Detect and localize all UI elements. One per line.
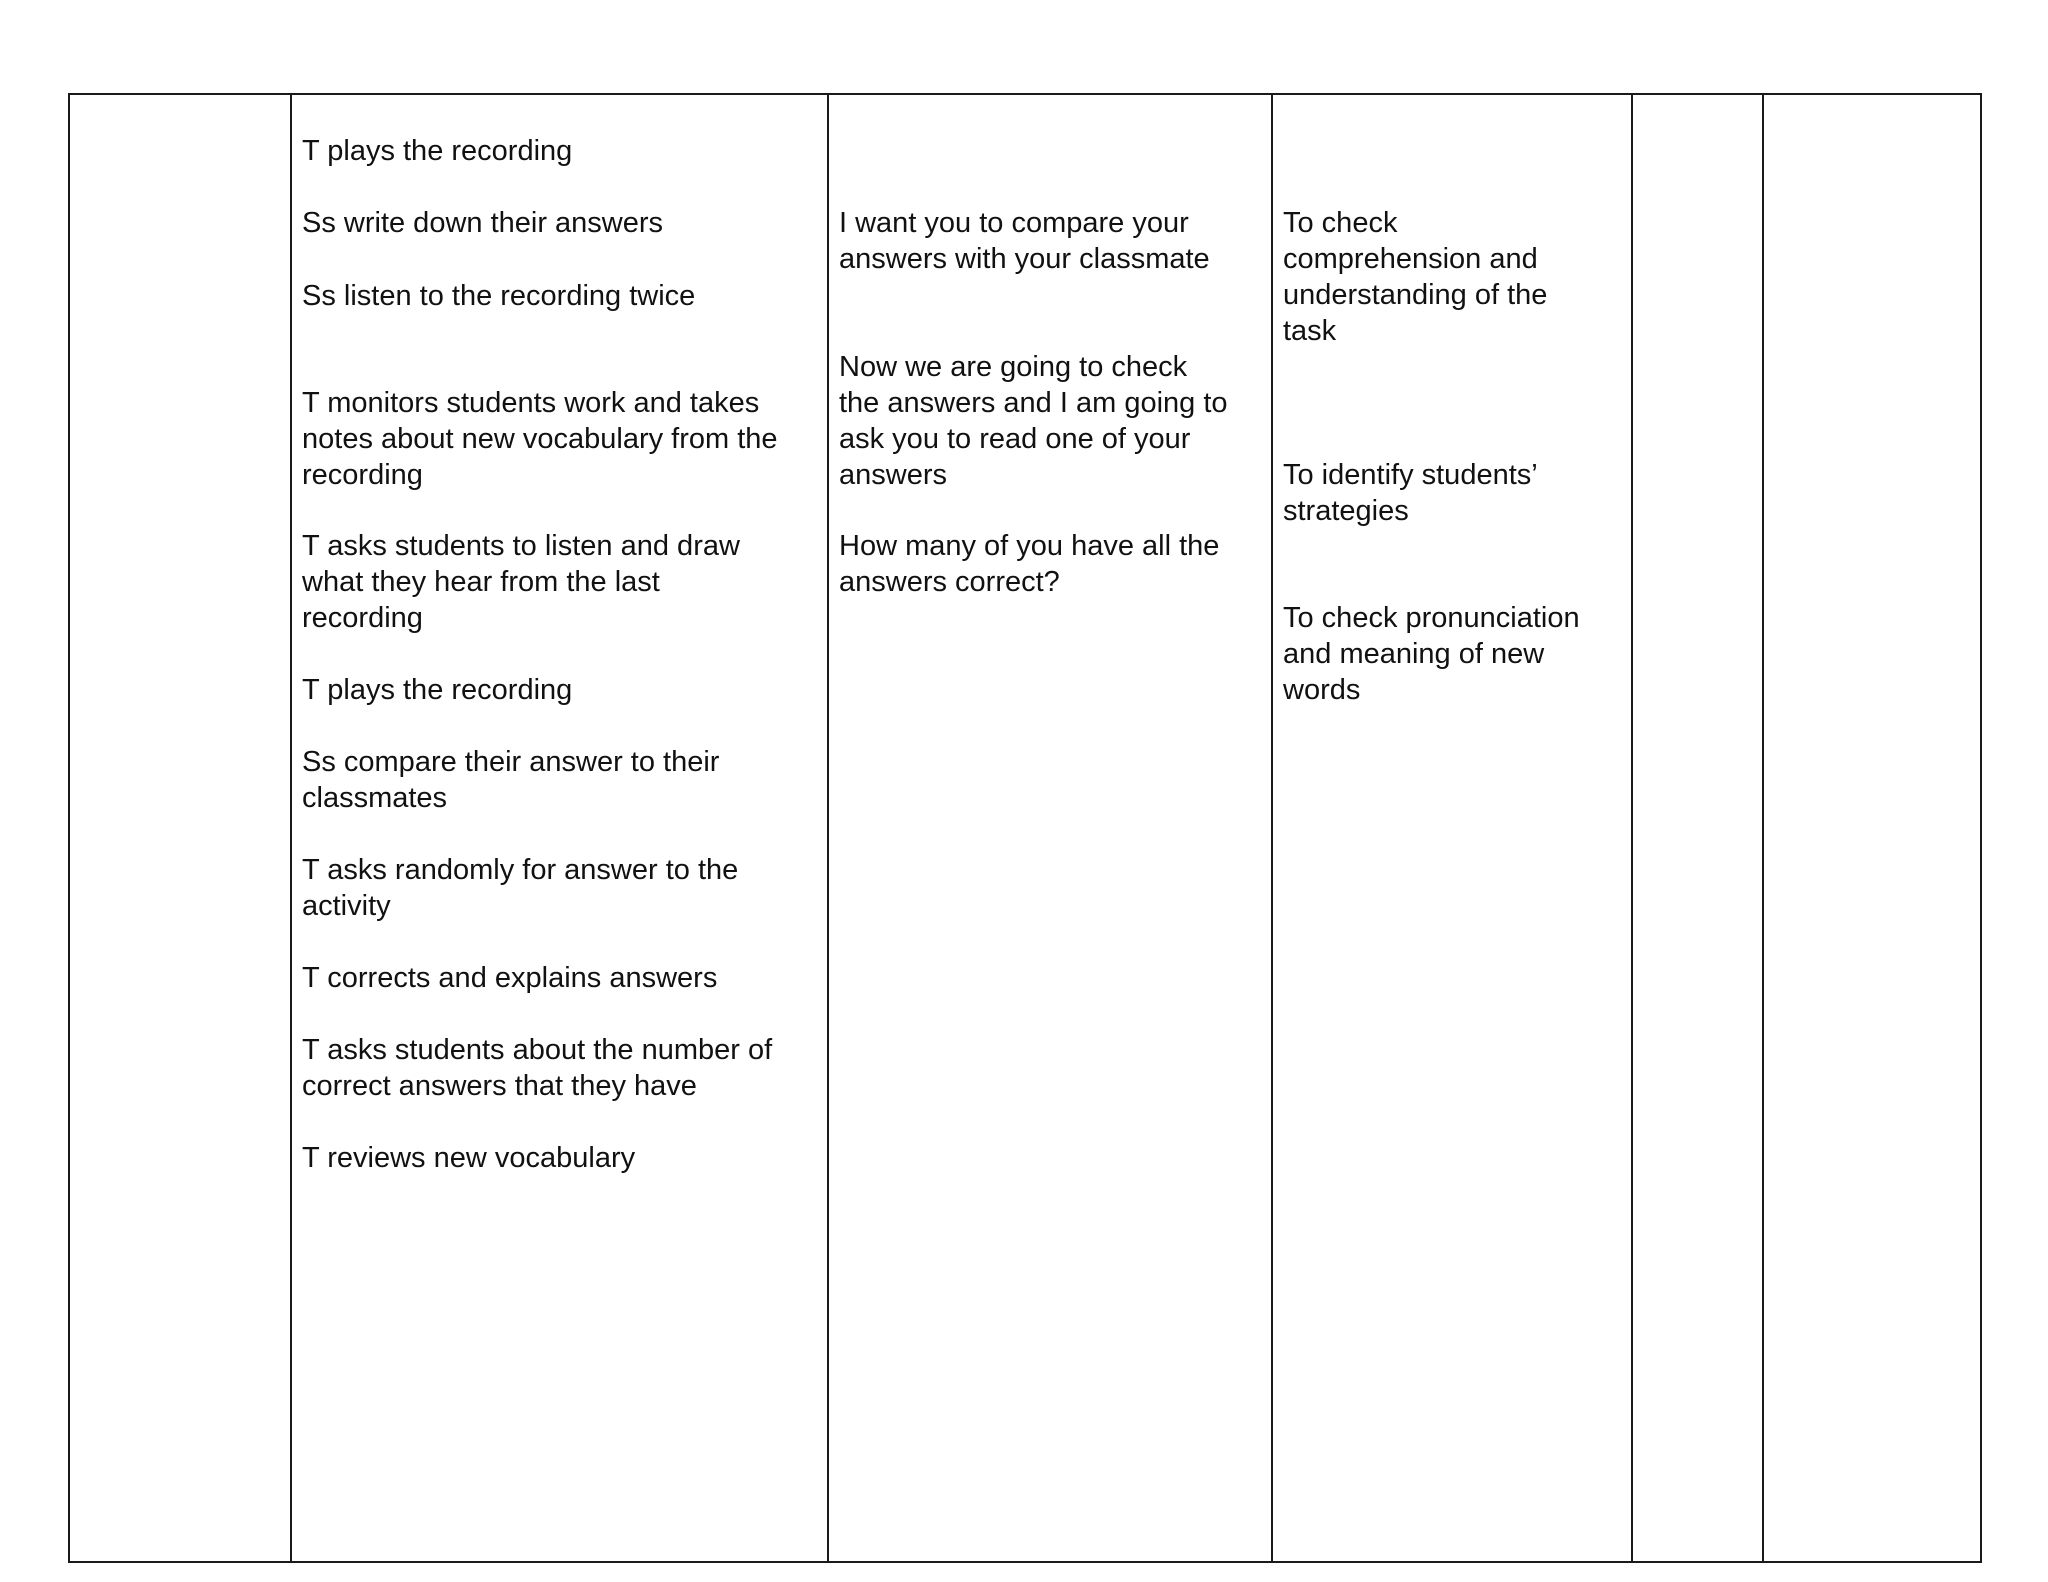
lesson-plan-table	[68, 93, 1982, 1563]
procedure-item: Ss compare their answer to their classmates	[302, 746, 720, 814]
teacher-talk-item: How many of you have all the answers correct?	[839, 530, 1220, 598]
purpose-item: To check pronunciation and meaning of new words	[1283, 602, 1580, 706]
table-column-procedure	[290, 95, 827, 1561]
procedure-item: T monitors students work and takes notes about new vocabulary from the recording	[302, 387, 778, 491]
procedure-item: T plays the recording	[302, 135, 573, 167]
procedure-item: T asks students about the number of correct answers that they have	[302, 1034, 773, 1102]
procedure-item: T plays the recording	[302, 674, 573, 706]
teacher-talk-item: I want you to compare your answers with your classmate	[839, 207, 1210, 275]
procedure-item: T corrects and explains answers	[302, 962, 718, 994]
table-column-empty-2	[1762, 95, 1982, 1561]
procedure-item: T asks students to listen and draw what they hear from the last recording	[302, 530, 740, 634]
teacher-talk-item: Now we are going to check the answers and I am going to ask you to read one of your answers	[839, 351, 1228, 491]
procedure-item: T reviews new vocabulary	[302, 1142, 636, 1174]
table-column-stage	[70, 95, 290, 1561]
purpose-item: To check comprehension and understanding of the task	[1283, 207, 1548, 347]
table-column-teacher-talk	[827, 95, 1271, 1561]
procedure-item: Ss listen to the recording twice	[302, 280, 696, 312]
procedure-item: Ss write down their answers	[302, 207, 664, 239]
table-column-purpose	[1271, 95, 1631, 1561]
procedure-item: T asks randomly for answer to the activity	[302, 854, 739, 922]
table-column-empty-1	[1631, 95, 1762, 1561]
purpose-item: To identify students’ strategies	[1283, 459, 1538, 527]
